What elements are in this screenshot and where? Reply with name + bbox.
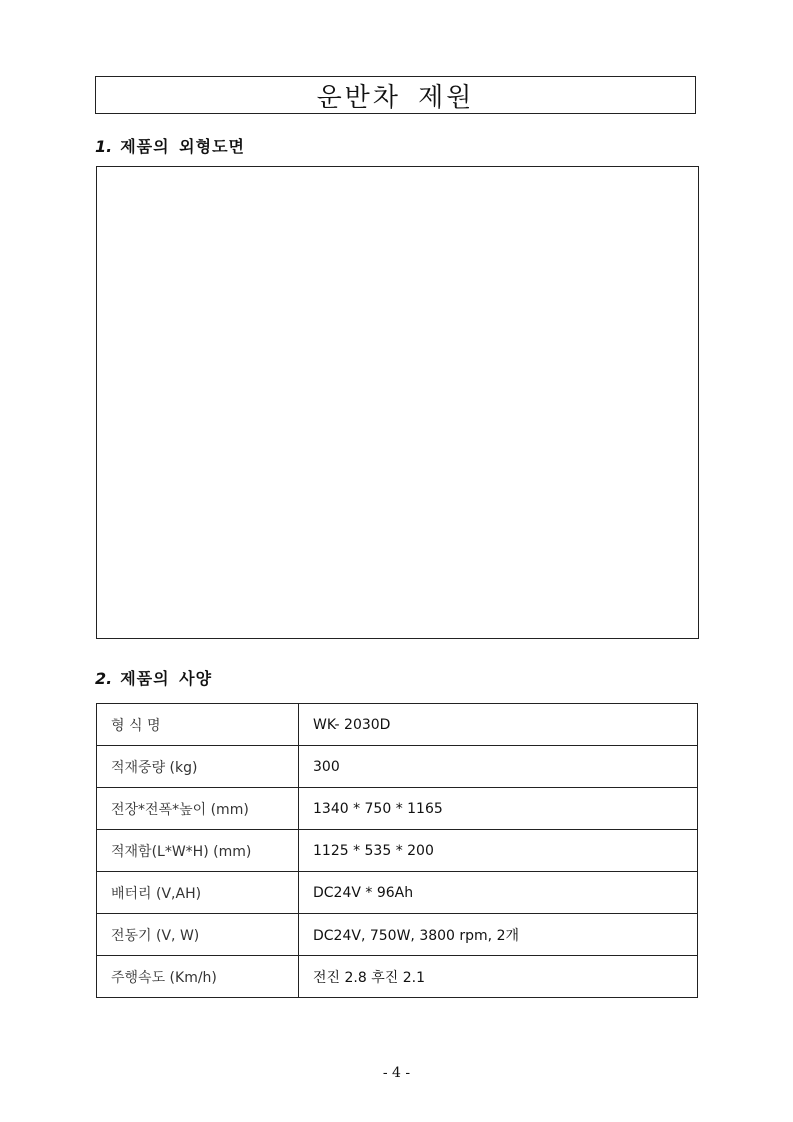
spec-label-cargo-box: 적재함(L*W*H) (mm) <box>97 830 299 872</box>
spec-value-speed: 전진 2.8 후진 2.1 <box>299 956 698 998</box>
table-row <box>97 788 698 830</box>
section-number: 1. <box>95 137 113 156</box>
table-row <box>97 746 698 788</box>
table-row <box>97 872 698 914</box>
spec-value-load-capacity: 300 <box>299 746 698 788</box>
spec-label-dimensions: 전장*전폭*높이 (mm) <box>97 788 299 830</box>
spec-value-motor: DC24V, 750W, 3800 rpm, 2개 <box>299 914 698 956</box>
spec-table <box>96 703 698 998</box>
section-heading-specifications <box>95 666 212 689</box>
section-label: 제품의 외형도면 <box>120 137 245 156</box>
section-heading-exterior-drawing <box>95 134 245 157</box>
spec-value-battery: DC24V * 96Ah <box>299 872 698 914</box>
spec-label-speed: 주행속도 (Km/h) <box>97 956 299 998</box>
exterior-drawing-area <box>96 166 699 639</box>
spec-label-load-capacity: 적재중량 (kg) <box>97 746 299 788</box>
table-row <box>97 830 698 872</box>
spec-value-dimensions: 1340 * 750 * 1165 <box>299 788 698 830</box>
section-number: 2. <box>95 669 113 688</box>
section-label: 제품의 사양 <box>120 669 213 688</box>
spec-label-motor: 전동기 (V, W) <box>97 914 299 956</box>
table-row <box>97 914 698 956</box>
table-row <box>97 704 698 746</box>
spec-label-model: 형 식 명 <box>97 704 299 746</box>
document-title-box <box>95 76 696 114</box>
page-number: - 4 - <box>382 1065 411 1081</box>
document-title: 운반차 제원 <box>316 82 475 113</box>
spec-value-model: WK- 2030D <box>299 704 698 746</box>
table-row <box>97 956 698 998</box>
spec-value-cargo-box: 1125 * 535 * 200 <box>299 830 698 872</box>
spec-label-battery: 배터리 (V,AH) <box>97 872 299 914</box>
